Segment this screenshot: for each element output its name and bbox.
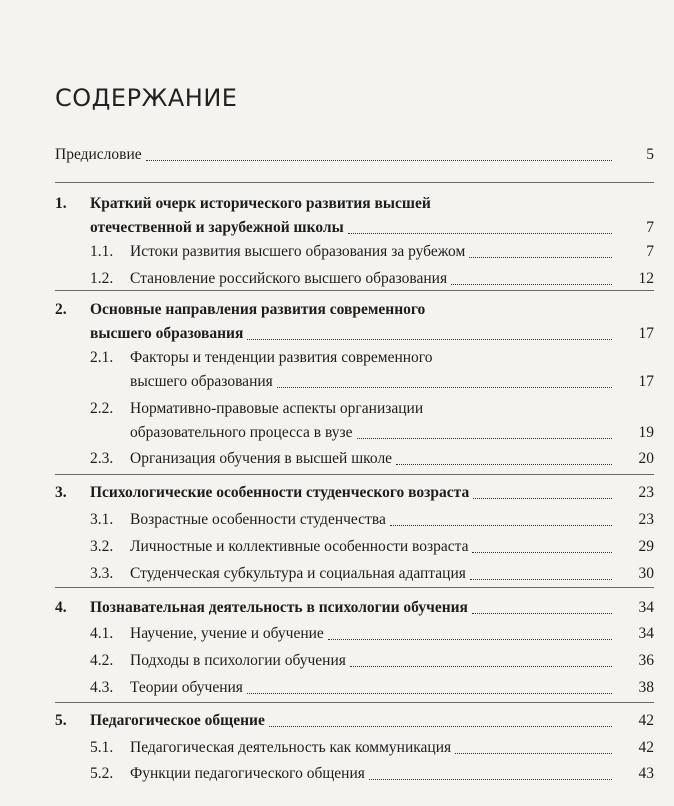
toc-entry-number: 3.2. xyxy=(90,538,114,555)
toc-page-number: 17 xyxy=(638,325,654,342)
toc-entry-title: Становление российского высшего образования xyxy=(130,270,448,287)
toc-page-number: 7 xyxy=(646,219,654,236)
toc-page-number: 30 xyxy=(638,565,654,582)
toc-entry-title: Научение, учение и обучение xyxy=(130,625,324,642)
toc-entry-number: 5.1. xyxy=(90,739,114,756)
dot-leader xyxy=(388,508,614,532)
toc-page-number: 29 xyxy=(638,538,654,555)
toc-entry-title: образовательного процесса в вузе xyxy=(130,424,353,441)
dot-leader xyxy=(471,481,614,505)
dot-leader xyxy=(453,736,614,760)
toc-entry-title: высшего образования xyxy=(90,325,244,342)
section-divider xyxy=(55,474,654,475)
dot-leader xyxy=(394,447,614,471)
toc-entry-number: 3.1. xyxy=(90,511,114,528)
toc-page-number: 36 xyxy=(638,652,654,669)
dot-leader xyxy=(468,562,614,586)
toc-entry-title: Подходы в психологии обучения xyxy=(130,652,346,669)
section-divider xyxy=(55,702,654,703)
dot-leader xyxy=(275,370,614,394)
toc-page-number: 34 xyxy=(638,599,654,616)
toc-entry-title: Истоки развития высшего образования за рубежом xyxy=(130,243,466,260)
dot-leader xyxy=(348,649,614,673)
toc-page-number: 42 xyxy=(638,712,654,729)
toc-entry-number: 2.1. xyxy=(90,349,114,366)
toc-entry-title: Познавательная деятельность в психологии обучения xyxy=(90,599,468,616)
toc-entry-number: 1.2. xyxy=(90,270,114,287)
section-divider xyxy=(55,587,654,588)
toc-entry-number: 1. xyxy=(55,195,67,212)
toc-page-number: 23 xyxy=(638,484,654,501)
toc-page-number: 38 xyxy=(638,679,654,696)
dot-leader xyxy=(245,322,614,346)
dot-leader xyxy=(346,216,614,240)
toc-entry-title: Нормативно-правовые аспекты организации xyxy=(130,400,424,417)
toc-entry-title: Психологические особенности студенческого возраста xyxy=(90,484,470,501)
toc-page-number: 23 xyxy=(638,511,654,528)
toc-entry-number: 4.3. xyxy=(90,679,114,696)
toc-entry-title: Организация обучения в высшей школе xyxy=(130,450,393,467)
dot-leader xyxy=(470,596,614,620)
toc-page-number: 20 xyxy=(638,450,654,467)
toc-entry-number: 4. xyxy=(55,599,67,616)
dot-leader xyxy=(467,240,614,264)
toc-entry-title: Предисловие xyxy=(55,146,142,163)
toc-entry-number: 1.1. xyxy=(90,243,114,260)
dot-leader xyxy=(355,421,614,445)
toc-page-number: 43 xyxy=(638,765,654,782)
toc-entry-title: Студенческая субкультура и социальная адаптация xyxy=(130,565,466,582)
dot-leader xyxy=(144,143,614,167)
toc-entry-number: 4.2. xyxy=(90,652,114,669)
dot-leader xyxy=(326,622,614,646)
toc-entry-title: Педагогическое общение xyxy=(90,712,265,729)
toc-entry-number: 2. xyxy=(55,301,67,318)
toc-page-number: 19 xyxy=(638,424,654,441)
toc-entry-number: 4.1. xyxy=(90,625,114,642)
toc-entry-title: Основные направления развития современного xyxy=(90,301,426,318)
dot-leader xyxy=(449,267,614,291)
toc-entry-title: Педагогическая деятельность как коммуникация xyxy=(130,739,452,756)
toc-entry-number: 2.3. xyxy=(90,450,114,467)
toc-entry-title: Краткий очерк исторического развития высшей xyxy=(90,195,431,212)
toc-entry-title: Функции педагогического общения xyxy=(130,765,365,782)
dot-leader xyxy=(267,709,614,733)
toc-entry-number: 3. xyxy=(55,484,67,501)
toc-entry-title: отечественной и зарубежной школы xyxy=(90,219,344,236)
toc-entry-number: 3.3. xyxy=(90,565,114,582)
page-title: СОДЕРЖАНИЕ xyxy=(55,84,238,112)
toc-page-number: 17 xyxy=(638,373,654,390)
toc-entry-title: Личностные и коллективные особенности возраста xyxy=(130,538,469,555)
dot-leader xyxy=(367,762,614,786)
toc-entry-title: высшего образования xyxy=(130,373,273,390)
dot-leader xyxy=(245,676,614,700)
toc-page-number: 12 xyxy=(638,270,654,287)
dot-leader xyxy=(470,535,614,559)
section-divider xyxy=(55,182,654,183)
toc-entry-number: 5.2. xyxy=(90,765,114,782)
toc-entry-title: Теории обучения xyxy=(130,679,243,696)
toc-entry-number: 5. xyxy=(55,712,67,729)
toc-entry-title: Возрастные особенности студенчества xyxy=(130,511,386,528)
section-divider xyxy=(55,290,654,291)
toc-page-number: 42 xyxy=(638,739,654,756)
toc-entry-number: 2.2. xyxy=(90,400,114,417)
toc-page-number: 34 xyxy=(638,625,654,642)
toc-page-number: 7 xyxy=(646,243,654,260)
toc-entry-title: Факторы и тенденции развития современного xyxy=(130,349,433,366)
toc-page-number: 5 xyxy=(646,146,654,163)
